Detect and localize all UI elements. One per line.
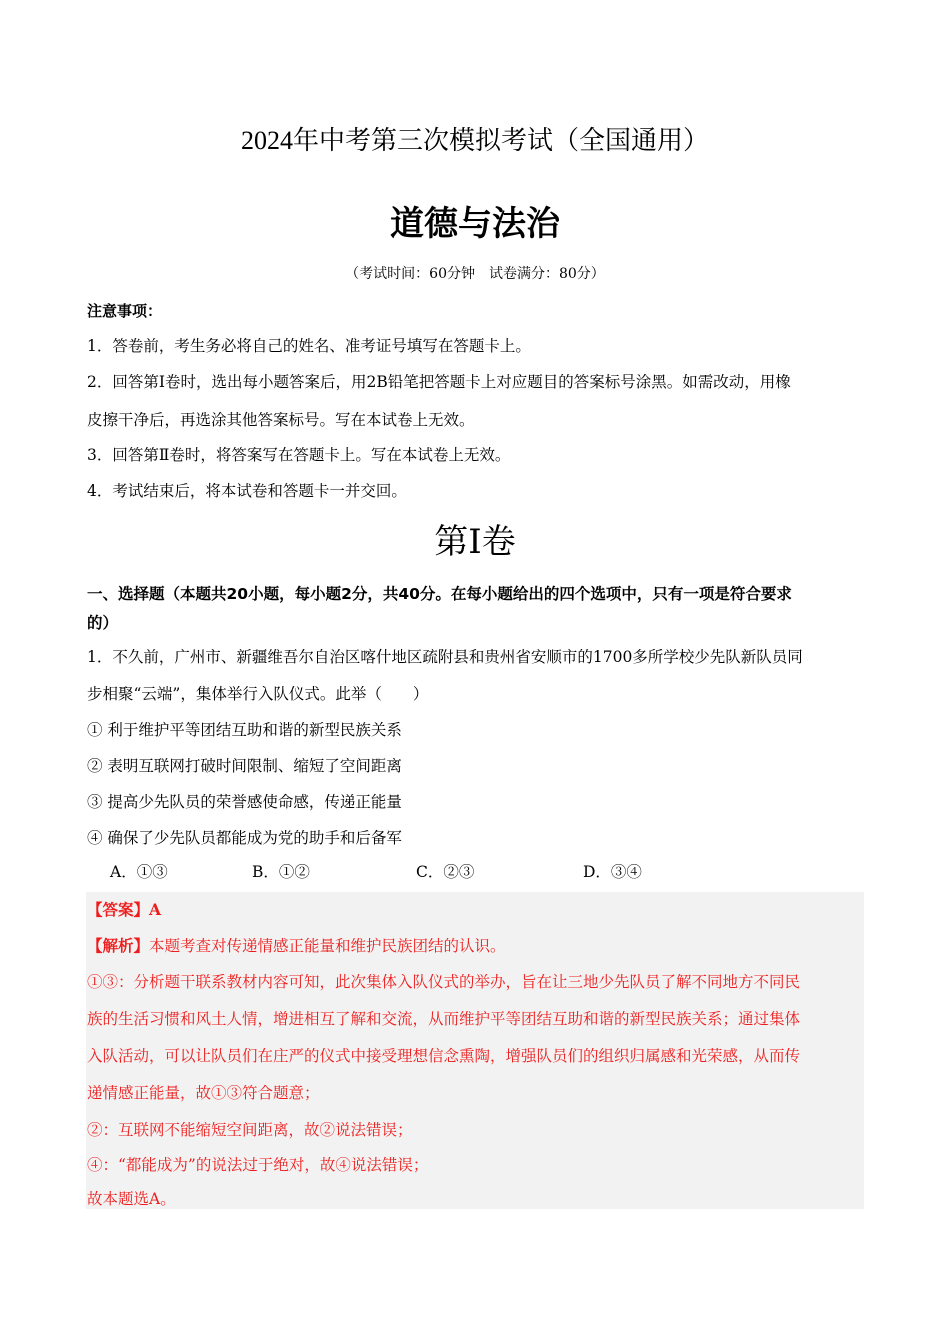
option-d: D．③④ <box>583 863 642 881</box>
analysis-line: 递情感正能量，故①③符合题意； <box>87 1084 320 1102</box>
note-item: 1．答卷前，考生务必将自己的姓名、准考证号填写在答题卡上。 <box>87 337 531 355</box>
note-item: 皮擦干净后，再选涂其他答案标号。写在本试卷上无效。 <box>87 411 475 429</box>
note-item: 3．回答第Ⅱ卷时，将答案写在答题卡上。写在本试卷上无效。 <box>87 446 511 464</box>
statement-item: ③ 提高少先队员的荣誉感使命感，传递正能量 <box>87 793 402 811</box>
analysis-line: 族的生活习惯和风土人情，增进相互了解和交流，从而维护平等团结互助和谐的新型民族关系；通过集体 <box>87 1010 801 1028</box>
option-a: A．①③ <box>110 863 168 881</box>
question-stem-cont: 步相聚“云端”，集体举行入队仪式。此举（ ） <box>87 685 429 703</box>
question-stem: 1．不久前，广州市、新疆维吾尔自治区喀什地区疏附县和贵州省安顺市的1700多所学校少先队新队员同 <box>87 648 803 666</box>
notes-heading: 注意事项： <box>87 302 163 320</box>
section-title: 第Ⅰ卷 <box>434 522 516 562</box>
option-b: B．①② <box>252 863 310 881</box>
statement-item: ② 表明互联网打破时间限制、缩短了空间距离 <box>87 757 402 775</box>
analysis-line: ①③：分析题干联系教材内容可知，此次集体入队仪式的举办，旨在让三地少先队员了解不同地方不同民 <box>87 973 801 991</box>
analysis-intro: 【解析】本题考查对传递情感正能量和维护民族团结的认识。 <box>87 936 506 955</box>
statement-item: ④ 确保了少先队员都能成为党的助手和后备军 <box>87 829 402 847</box>
note-item: 2．回答第Ⅰ卷时，选出每小题答案后，用2B铅笔把答题卡上对应题目的答案标号涂黑。如需改动，用橡 <box>87 373 791 391</box>
note-item: 4．考试结束后，将本试卷和答题卡一并交回。 <box>87 482 407 500</box>
part-heading: 一、选择题（本题共20小题，每小题2分，共40分。在每小题给出的四个选项中，只有一项是符合要求 <box>87 585 792 603</box>
exam-info: （考试时间：60分钟 试卷满分：80分） <box>345 266 605 282</box>
analysis-conclusion: 故本题选A。 <box>87 1190 176 1208</box>
analysis-line: ②：互联网不能缩短空间距离，故②说法错误； <box>87 1121 413 1139</box>
subject-title: 道德与法治 <box>390 204 560 244</box>
statement-item: ① 利于维护平等团结互助和谐的新型民族关系 <box>87 721 402 739</box>
analysis-line: ④：“都能成为”的说法过于绝对，故④说法错误； <box>87 1156 429 1174</box>
answer-label: 【答案】A <box>87 900 162 919</box>
part-heading-cont: 的） <box>87 614 119 632</box>
option-c: C．②③ <box>416 863 475 881</box>
analysis-line: 入队活动，可以让队员们在庄严的仪式中接受理想信念熏陶，增强队员们的组织归属感和光荣感，从而传 <box>87 1047 801 1065</box>
exam-title: 2024年中考第三次模拟考试（全国通用） <box>240 126 709 155</box>
